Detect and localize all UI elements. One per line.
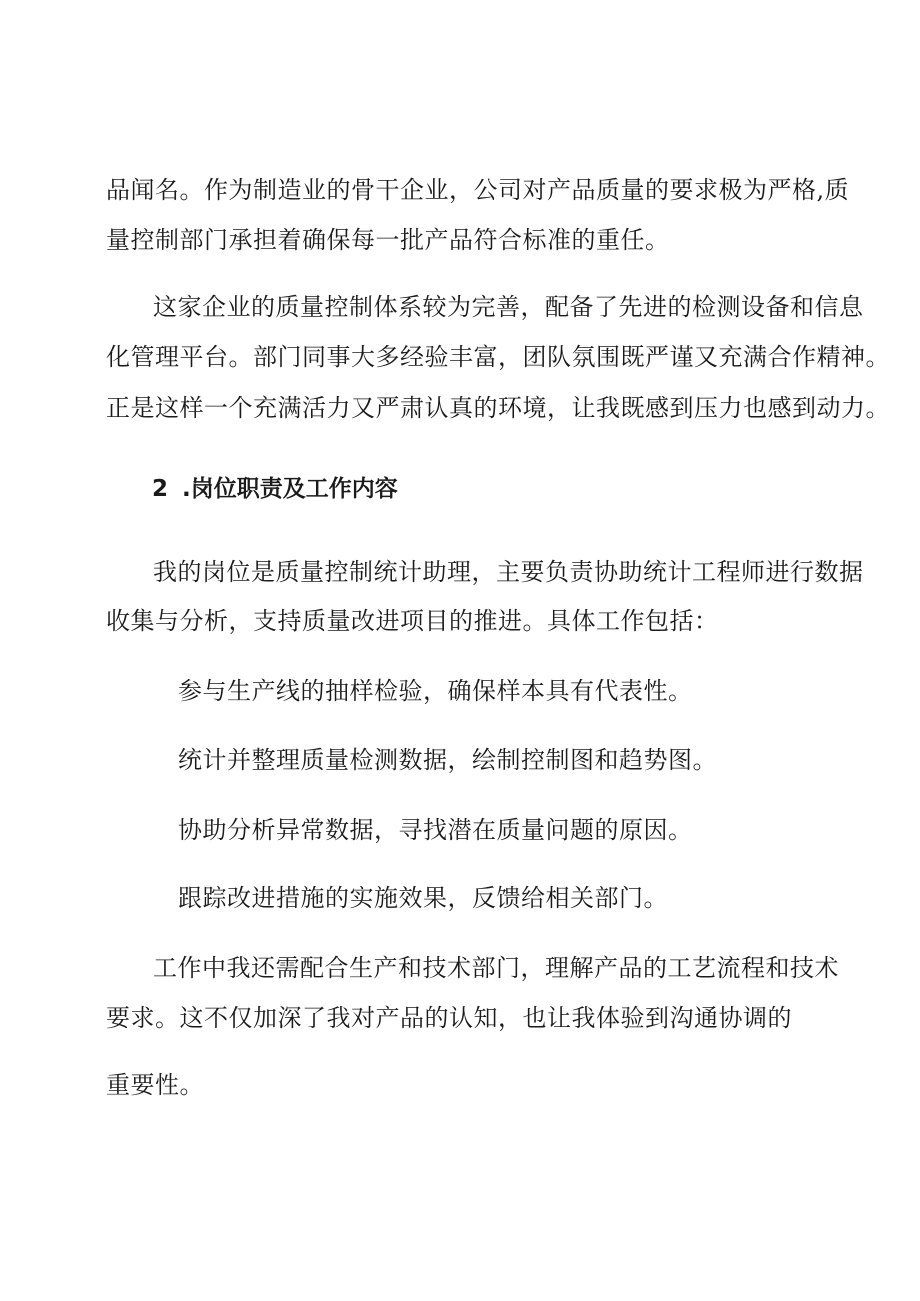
paragraph-4-line-3: 重要性。 (106, 1071, 204, 1099)
paragraph-4-line-1: 工作中我还需配合生产和技术部门，理解产品的工艺流程和技术 (153, 954, 839, 982)
paragraph-3-line-2: 收集与分析，支持质量改进项目的推进。具体工作包括： (106, 607, 719, 635)
paragraph-2-line-3: 正是这样一个充满活力又严肃认真的环境，让我既感到压力也感到动力。 (106, 394, 890, 422)
duty-item: 跟踪改进措施的实施效果，反馈给相关部门。 (178, 884, 668, 912)
section-number: 2 (152, 476, 169, 502)
paragraph-2-line-2: 化管理平台。部门同事大多经验丰富，团队氛围既严谨又充满合作精神。 (106, 343, 890, 371)
paragraph-3-line-1: 我的岗位是质量控制统计助理，主要负责协助统计工程师进行数据 (153, 558, 864, 586)
paragraph-1-line-1: 品闻名。作为制造业的骨干企业，公司对产品质量的要求极为严格,质 (106, 176, 850, 204)
paragraph-2-line-1: 这家企业的质量控制体系较为完善，配备了先进的检测设备和信息 (153, 293, 864, 321)
section-title: .岗位职责及工作内容 (182, 476, 398, 502)
paragraph-1-line-2: 量控制部门承担着确保每一批产品符合标准的重任。 (106, 226, 670, 254)
section-heading (152, 474, 398, 504)
paragraph-4-line-2: 要求。这不仅加深了我对产品的认知，也让我体验到沟通协调的 (106, 1004, 792, 1032)
duty-item: 统计并整理质量检测数据，绘制控制图和趋势图。 (178, 746, 717, 774)
duty-item: 协助分析异常数据，寻找潜在质量问题的原因。 (178, 816, 693, 844)
duty-item: 参与生产线的抽样检验，确保样本具有代表性。 (178, 677, 693, 705)
